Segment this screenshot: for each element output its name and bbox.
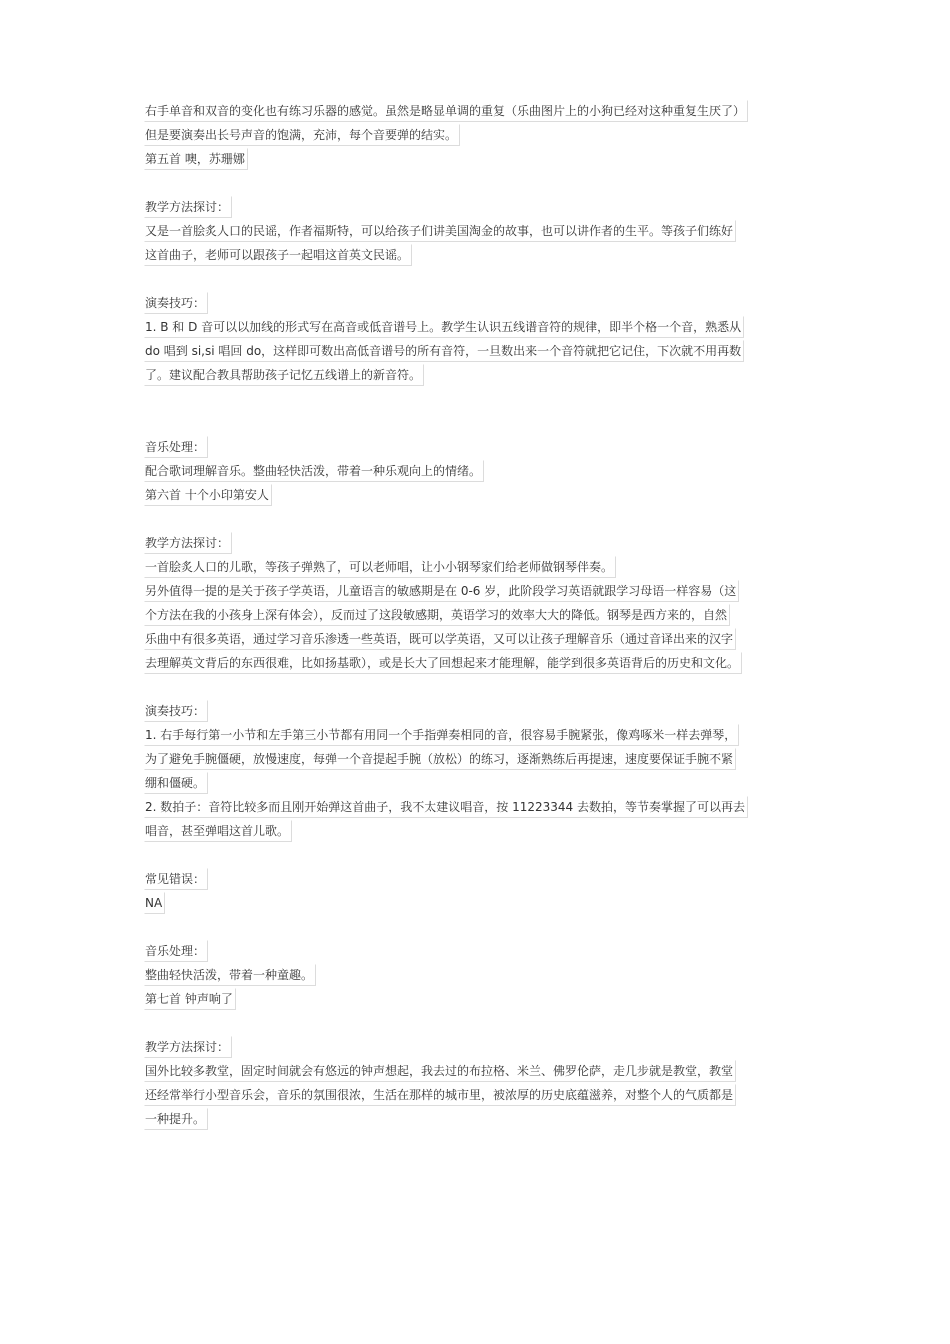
spacer [144,915,810,939]
section-heading: 演奏技巧： [144,291,810,315]
text-line: 去理解英文背后的东西很难，比如扬基歌），或是长大了回想起来才能理解，能学到很多英语背后的历史和文化。 [144,651,810,675]
section-heading: 教学方法探讨： [144,195,810,219]
text-line: 一首脍炙人口的儿歌，等孩子弹熟了，可以老师唱，让小小钢琴家们给老师做钢琴伴奏。 [144,555,810,579]
text-line: 乐曲中有很多英语，通过学习音乐渗透一些英语，既可以学英语，又可以让孩子理解音乐（通过音译出来的汉字 [144,627,810,651]
spacer [144,267,810,291]
text-line: 又是一首脍炙人口的民谣，作者福斯特，可以给孩子们讲美国淘金的故事，也可以讲作者的生平。等孩子们练好 [144,219,810,243]
spacer [144,387,810,435]
spacer [144,171,810,195]
spacer [144,507,810,531]
section-heading: 音乐处理： [144,435,810,459]
text-line: 1. B 和 D 音可以以加线的形式写在高音或低音谱号上。教学生认识五线谱音符的规律，即半个格一个音，熟悉从 [144,315,810,339]
song-title: 第五首 噢，苏珊娜 [144,147,810,171]
section-heading: 演奏技巧： [144,699,810,723]
section-heading: 音乐处理： [144,939,810,963]
text-line: 还经常举行小型音乐会，音乐的氛围很浓，生活在那样的城市里，被浓厚的历史底蕴滋养，对整个人的气质都是 [144,1083,810,1107]
spacer [144,843,810,867]
section-heading: 教学方法探讨： [144,1035,810,1059]
text-line: 绷和僵硬。 [144,771,810,795]
text-line: do 唱到 si,si 唱回 do，这样即可数出高低音谱号的所有音符，一旦数出来一个音符就把它记住，下次就不用再数 [144,339,810,363]
section-heading: 教学方法探讨： [144,531,810,555]
text-line: 但是要演奏出长号声音的饱满，充沛，每个音要弹的结实。 [144,123,810,147]
text-line: 这首曲子，老师可以跟孩子一起唱这首英文民谣。 [144,243,810,267]
text-line: 另外值得一提的是关于孩子学英语，儿童语言的敏感期是在 0-6 岁，此阶段学习英语就跟学习母语一样容易（这 [144,579,810,603]
spacer [144,1011,810,1035]
text-line: 个方法在我的小孩身上深有体会），反而过了这段敏感期，英语学习的效率大大的降低。钢琴是西方来的，自然 [144,603,810,627]
song-title: 第六首 十个小印第安人 [144,483,810,507]
song-title: 第七首 钟声响了 [144,987,810,1011]
text-line: 了。建议配合教具帮助孩子记忆五线谱上的新音符。 [144,363,810,387]
text-line: 1. 右手每行第一小节和左手第三小节都有用同一个手指弹奏相同的音，很容易手腕紧张，像鸡啄米一样去弹琴， [144,723,810,747]
text-line: 2. 数拍子：音符比较多而且刚开始弹这首曲子，我不太建议唱音，按 11223344 去数拍，等节奏掌握了可以再去 [144,795,810,819]
spacer [144,675,810,699]
section-heading: 常见错误： [144,867,810,891]
text-line: 右手单音和双音的变化也有练习乐器的感觉。虽然是略显单调的重复（乐曲图片上的小狗已经对这种重复生厌了） [144,99,810,123]
document-page [144,99,810,1131]
text-line: 唱音，甚至弹唱这首儿歌。 [144,819,810,843]
text-line: 一种提升。 [144,1107,810,1131]
text-line: 配合歌词理解音乐。整曲轻快活泼，带着一种乐观向上的情绪。 [144,459,810,483]
text-line: NA [144,891,810,915]
text-line: 为了避免手腕僵硬，放慢速度，每弹一个音提起手腕（放松）的练习，逐渐熟练后再提速，速度要保证手腕不紧 [144,747,810,771]
text-line: 整曲轻快活泼，带着一种童趣。 [144,963,810,987]
text-line: 国外比较多教堂，固定时间就会有悠远的钟声想起，我去过的布拉格、米兰、佛罗伦萨，走几步就是教堂，教堂 [144,1059,810,1083]
